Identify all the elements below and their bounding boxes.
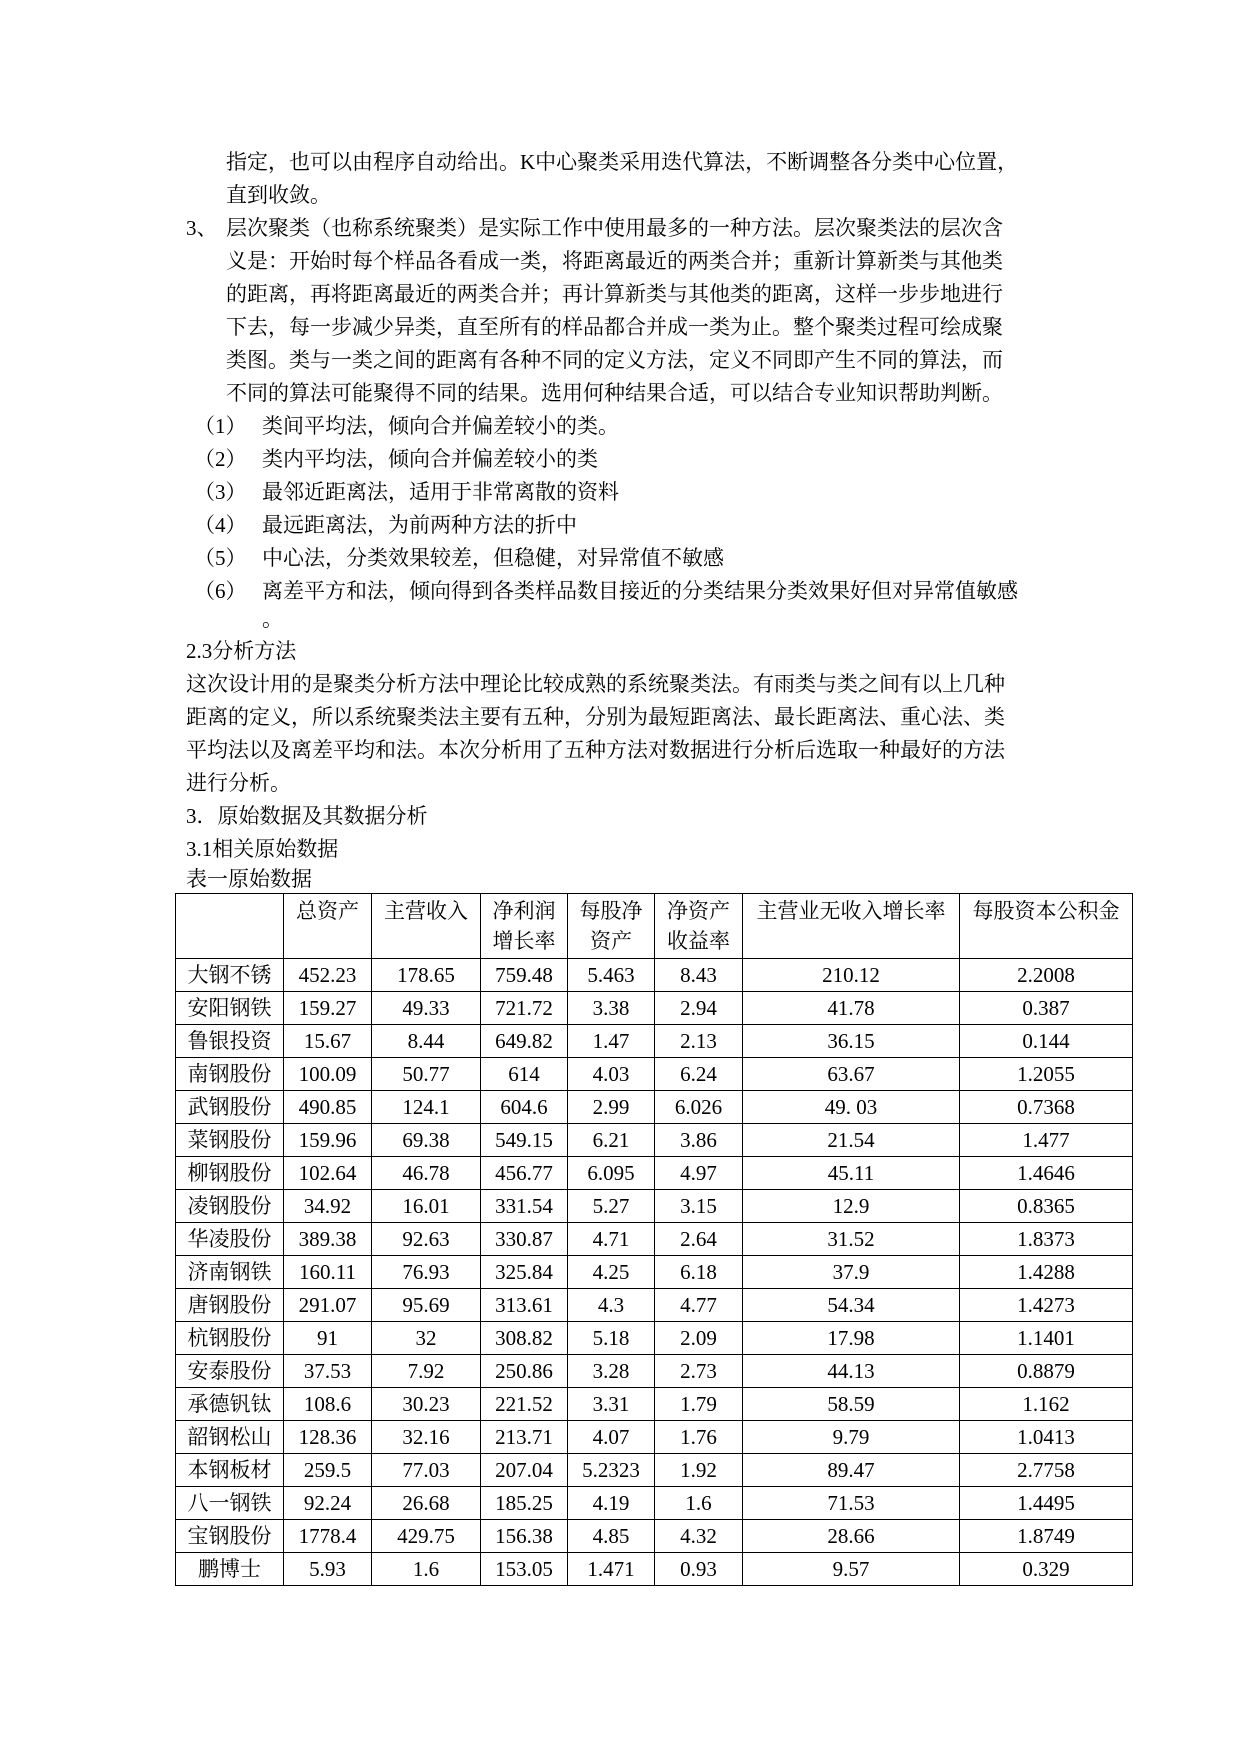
company-name-cell: 济南钢铁	[176, 1256, 284, 1289]
table-cell: 36.15	[743, 1025, 960, 1058]
table-cell: 54.34	[743, 1289, 960, 1322]
table-cell: 4.07	[568, 1421, 655, 1454]
table-cell: 1.2055	[960, 1058, 1133, 1091]
table-cell: 2.64	[655, 1223, 743, 1256]
table-cell: 69.38	[372, 1124, 481, 1157]
table-cell: 26.68	[372, 1487, 481, 1520]
method-text-tail: 。	[262, 607, 283, 631]
table-row	[176, 1553, 1133, 1586]
table-row	[176, 1025, 1133, 1058]
table-cell: 49. 03	[743, 1091, 960, 1124]
table-cell: 8.44	[372, 1025, 481, 1058]
table-cell: 71.53	[743, 1487, 960, 1520]
table-cell: 153.05	[481, 1553, 568, 1586]
table-row	[176, 1157, 1133, 1190]
company-name-cell: 菜钢股份	[176, 1124, 284, 1157]
table-caption: 表一原始数据	[186, 867, 312, 891]
table-cell: 1.4273	[960, 1289, 1133, 1322]
table-cell: 37.9	[743, 1256, 960, 1289]
table-cell: 452.23	[284, 959, 372, 992]
table-cell: 6.18	[655, 1256, 743, 1289]
table-cell: 759.48	[481, 959, 568, 992]
paragraph-line: 进行分析。	[186, 771, 291, 795]
table-row	[176, 1388, 1133, 1421]
header-cell-main-revenue: 主营收入	[372, 894, 481, 959]
table-row	[176, 1289, 1133, 1322]
table-cell: 649.82	[481, 1025, 568, 1058]
header-cell-roe: 净资产 收益率	[655, 894, 743, 959]
table-cell: 12.9	[743, 1190, 960, 1223]
table-row	[176, 1355, 1133, 1388]
table-cell: 3.38	[568, 992, 655, 1025]
table-cell: 41.78	[743, 992, 960, 1025]
company-name-cell: 唐钢股份	[176, 1289, 284, 1322]
table-cell: 58.59	[743, 1388, 960, 1421]
company-name-cell: 大钢不锈	[176, 959, 284, 992]
company-name-cell: 宝钢股份	[176, 1520, 284, 1553]
table-cell: 5.2323	[568, 1454, 655, 1487]
table-cell: 259.5	[284, 1454, 372, 1487]
paragraph-line: 下去，每一步减少异类，直至所有的样品都合并成一类为止。整个聚类过程可绘成聚	[226, 315, 1003, 339]
company-name-cell: 柳钢股份	[176, 1157, 284, 1190]
paragraph-line: 直到收敛。	[226, 183, 331, 207]
table-cell: 32	[372, 1322, 481, 1355]
table-cell: 213.71	[481, 1421, 568, 1454]
table-row	[176, 1190, 1133, 1223]
table-cell: 4.03	[568, 1058, 655, 1091]
table-cell: 16.01	[372, 1190, 481, 1223]
company-name-cell: 南钢股份	[176, 1058, 284, 1091]
paragraph-line: 距离的定义，所以系统聚类法主要有五种，分别为最短距离法、最长距离法、重心法、类	[186, 705, 1005, 729]
header-cell-net-profit-growth: 净利润 增长率	[481, 894, 568, 959]
method-text: 离差平方和法，倾向得到各类样品数目接近的分类结果分类效果好但对异常值敏感	[262, 579, 1018, 603]
section-heading: 3．原始数据及其数据分析	[186, 804, 428, 828]
method-text: 类内平均法，倾向合并偏差较小的类	[262, 447, 598, 471]
table-cell: 1.162	[960, 1388, 1133, 1421]
table-cell: 7.92	[372, 1355, 481, 1388]
table-cell: 2.94	[655, 992, 743, 1025]
section-heading: 2.3分析方法	[186, 639, 297, 663]
table-cell: 1.4495	[960, 1487, 1133, 1520]
method-number: （1）	[194, 414, 247, 438]
header-cell-total-assets: 总资产	[284, 894, 372, 959]
table-cell: 92.63	[372, 1223, 481, 1256]
table-cell: 3.31	[568, 1388, 655, 1421]
method-text: 中心法，分类效果较差，但稳健，对异常值不敏感	[262, 546, 724, 570]
table-cell: 389.38	[284, 1223, 372, 1256]
table-cell: 4.3	[568, 1289, 655, 1322]
table-cell: 102.64	[284, 1157, 372, 1190]
table-cell: 1.8373	[960, 1223, 1133, 1256]
table-cell: 37.53	[284, 1355, 372, 1388]
company-name-cell: 杭钢股份	[176, 1322, 284, 1355]
company-name-cell: 武钢股份	[176, 1091, 284, 1124]
company-name-cell: 华凌股份	[176, 1223, 284, 1256]
table-cell: 1.0413	[960, 1421, 1133, 1454]
table-cell: 0.8879	[960, 1355, 1133, 1388]
table-cell: 95.69	[372, 1289, 481, 1322]
table-cell: 100.09	[284, 1058, 372, 1091]
table-cell: 1.471	[568, 1553, 655, 1586]
method-text: 最邻近距离法，适用于非常离散的资料	[262, 480, 619, 504]
table-cell: 313.61	[481, 1289, 568, 1322]
table-cell: 6.21	[568, 1124, 655, 1157]
table-cell: 8.43	[655, 959, 743, 992]
table-cell: 0.387	[960, 992, 1133, 1025]
table-cell: 1.477	[960, 1124, 1133, 1157]
table-cell: 31.52	[743, 1223, 960, 1256]
table-cell: 9.57	[743, 1553, 960, 1586]
paragraph-line: 类图。类与一类之间的距离有各种不同的定义方法，定义不同即产生不同的算法，而	[226, 348, 1003, 372]
table-row	[176, 1454, 1133, 1487]
table-row	[176, 1124, 1133, 1157]
table-cell: 308.82	[481, 1322, 568, 1355]
table-cell: 34.92	[284, 1190, 372, 1223]
table-body	[176, 959, 1133, 1586]
method-number: （4）	[194, 513, 247, 537]
method-text: 类间平均法，倾向合并偏差较小的类。	[262, 414, 619, 438]
table-cell: 2.73	[655, 1355, 743, 1388]
table-cell: 1.6	[655, 1487, 743, 1520]
table-cell: 28.66	[743, 1520, 960, 1553]
table-cell: 2.09	[655, 1322, 743, 1355]
list-number: 3、	[186, 216, 218, 240]
header-cell-revenue-growth: 主营业无收入增长率	[743, 894, 960, 959]
table-cell: 5.18	[568, 1322, 655, 1355]
table-cell: 2.13	[655, 1025, 743, 1058]
table-cell: 108.6	[284, 1388, 372, 1421]
table-header-row	[176, 894, 1133, 959]
company-name-cell: 八一钢铁	[176, 1487, 284, 1520]
table-cell: 1778.4	[284, 1520, 372, 1553]
table-cell: 15.67	[284, 1025, 372, 1058]
header-cell-blank	[176, 894, 284, 959]
table-row	[176, 1520, 1133, 1553]
table-cell: 549.15	[481, 1124, 568, 1157]
table-cell: 4.25	[568, 1256, 655, 1289]
table-cell: 456.77	[481, 1157, 568, 1190]
paragraph-line: 不同的算法可能聚得不同的结果。选用何种结果合适，可以结合专业知识帮助判断。	[226, 381, 1003, 405]
table-cell: 210.12	[743, 959, 960, 992]
table-cell: 325.84	[481, 1256, 568, 1289]
table-cell: 4.77	[655, 1289, 743, 1322]
company-name-cell: 鲁银投资	[176, 1025, 284, 1058]
table-cell: 0.329	[960, 1553, 1133, 1586]
table-cell: 44.13	[743, 1355, 960, 1388]
table-cell: 604.6	[481, 1091, 568, 1124]
table-cell: 17.98	[743, 1322, 960, 1355]
table-row	[176, 1091, 1133, 1124]
paragraph-line: 义是：开始时每个样品各看成一类，将距离最近的两类合并；重新计算新类与其他类	[226, 249, 1003, 273]
table-cell: 0.8365	[960, 1190, 1133, 1223]
paragraph-line: 这次设计用的是聚类分析方法中理论比较成熟的系统聚类法。有雨类与类之间有以上几种	[186, 672, 1005, 696]
paragraph-line: 的距离，再将距离最近的两类合并；再计算新类与其他类的距离，这样一步步地进行	[226, 282, 1003, 306]
table-row	[176, 959, 1133, 992]
table-cell: 50.77	[372, 1058, 481, 1091]
table-cell: 3.28	[568, 1355, 655, 1388]
table-cell: 9.79	[743, 1421, 960, 1454]
table-cell: 2.99	[568, 1091, 655, 1124]
table-cell: 207.04	[481, 1454, 568, 1487]
table-cell: 721.72	[481, 992, 568, 1025]
table-cell: 77.03	[372, 1454, 481, 1487]
table-cell: 221.52	[481, 1388, 568, 1421]
company-name-cell: 凌钢股份	[176, 1190, 284, 1223]
table-cell: 5.93	[284, 1553, 372, 1586]
table-cell: 614	[481, 1058, 568, 1091]
table-cell: 1.92	[655, 1454, 743, 1487]
table-cell: 159.27	[284, 992, 372, 1025]
table-cell: 21.54	[743, 1124, 960, 1157]
table-cell: 2.7758	[960, 1454, 1133, 1487]
table-row	[176, 992, 1133, 1025]
method-number: （3）	[194, 480, 247, 504]
table-cell: 46.78	[372, 1157, 481, 1190]
table-cell: 6.095	[568, 1157, 655, 1190]
table-cell: 5.463	[568, 959, 655, 992]
table-cell: 92.24	[284, 1487, 372, 1520]
method-number: （5）	[194, 546, 247, 570]
table-cell: 128.36	[284, 1421, 372, 1454]
table-row	[176, 1223, 1133, 1256]
subsection-heading: 3.1相关原始数据	[186, 837, 339, 861]
paragraph-line: 平均法以及离差平均和法。本次分析用了五种方法对数据进行分析后选取一种最好的方法	[186, 738, 1005, 762]
table-cell: 4.32	[655, 1520, 743, 1553]
table-cell: 45.11	[743, 1157, 960, 1190]
table-cell: 331.54	[481, 1190, 568, 1223]
raw-data-table	[175, 893, 1133, 1586]
table-cell: 4.71	[568, 1223, 655, 1256]
method-number: （6）	[194, 579, 247, 603]
table-cell: 330.87	[481, 1223, 568, 1256]
table-cell: 89.47	[743, 1454, 960, 1487]
table-cell: 5.27	[568, 1190, 655, 1223]
table-cell: 4.19	[568, 1487, 655, 1520]
table-cell: 0.144	[960, 1025, 1133, 1058]
method-number: （2）	[194, 447, 247, 471]
table-cell: 1.47	[568, 1025, 655, 1058]
table-cell: 0.7368	[960, 1091, 1133, 1124]
paragraph-line: 指定，也可以由程序自动给出。K中心聚类采用迭代算法，不断调整各分类中心位置，	[226, 150, 1019, 174]
table-row	[176, 1256, 1133, 1289]
table-cell: 156.38	[481, 1520, 568, 1553]
table-cell: 490.85	[284, 1091, 372, 1124]
table-cell: 1.8749	[960, 1520, 1133, 1553]
table-row	[176, 1322, 1133, 1355]
table-cell: 1.4646	[960, 1157, 1133, 1190]
table-cell: 91	[284, 1322, 372, 1355]
table-cell: 3.86	[655, 1124, 743, 1157]
table-cell: 185.25	[481, 1487, 568, 1520]
table-cell: 76.93	[372, 1256, 481, 1289]
table-cell: 250.86	[481, 1355, 568, 1388]
table-cell: 4.85	[568, 1520, 655, 1553]
table-row	[176, 1421, 1133, 1454]
company-name-cell: 安阳钢铁	[176, 992, 284, 1025]
method-text: 最远距离法，为前两种方法的折中	[262, 513, 577, 537]
table-cell: 159.96	[284, 1124, 372, 1157]
header-cell-nav-per-share: 每股净 资产	[568, 894, 655, 959]
paragraph-line: 层次聚类（也称系统聚类）是实际工作中使用最多的一种方法。层次聚类法的层次含	[226, 216, 1003, 240]
table-cell: 1.6	[372, 1553, 481, 1586]
table-cell: 32.16	[372, 1421, 481, 1454]
company-name-cell: 承德钒钛	[176, 1388, 284, 1421]
table-cell: 1.76	[655, 1421, 743, 1454]
table-cell: 4.97	[655, 1157, 743, 1190]
company-name-cell: 本钢板材	[176, 1454, 284, 1487]
company-name-cell: 鹏博士	[176, 1553, 284, 1586]
table-cell: 178.65	[372, 959, 481, 992]
table-cell: 49.33	[372, 992, 481, 1025]
table-row	[176, 1058, 1133, 1091]
table-cell: 6.24	[655, 1058, 743, 1091]
table-cell: 429.75	[372, 1520, 481, 1553]
table-cell: 1.79	[655, 1388, 743, 1421]
table-cell: 30.23	[372, 1388, 481, 1421]
table-row	[176, 1487, 1133, 1520]
company-name-cell: 安泰股份	[176, 1355, 284, 1388]
header-cell-capital-reserve: 每股资本公积金	[960, 894, 1133, 959]
table-cell: 1.4288	[960, 1256, 1133, 1289]
company-name-cell: 韶钢松山	[176, 1421, 284, 1454]
table-cell: 291.07	[284, 1289, 372, 1322]
table-cell: 63.67	[743, 1058, 960, 1091]
table-cell: 160.11	[284, 1256, 372, 1289]
table-cell: 124.1	[372, 1091, 481, 1124]
table-cell: 3.15	[655, 1190, 743, 1223]
table-cell: 0.93	[655, 1553, 743, 1586]
table-cell: 6.026	[655, 1091, 743, 1124]
table-cell: 2.2008	[960, 959, 1133, 992]
table-cell: 1.1401	[960, 1322, 1133, 1355]
